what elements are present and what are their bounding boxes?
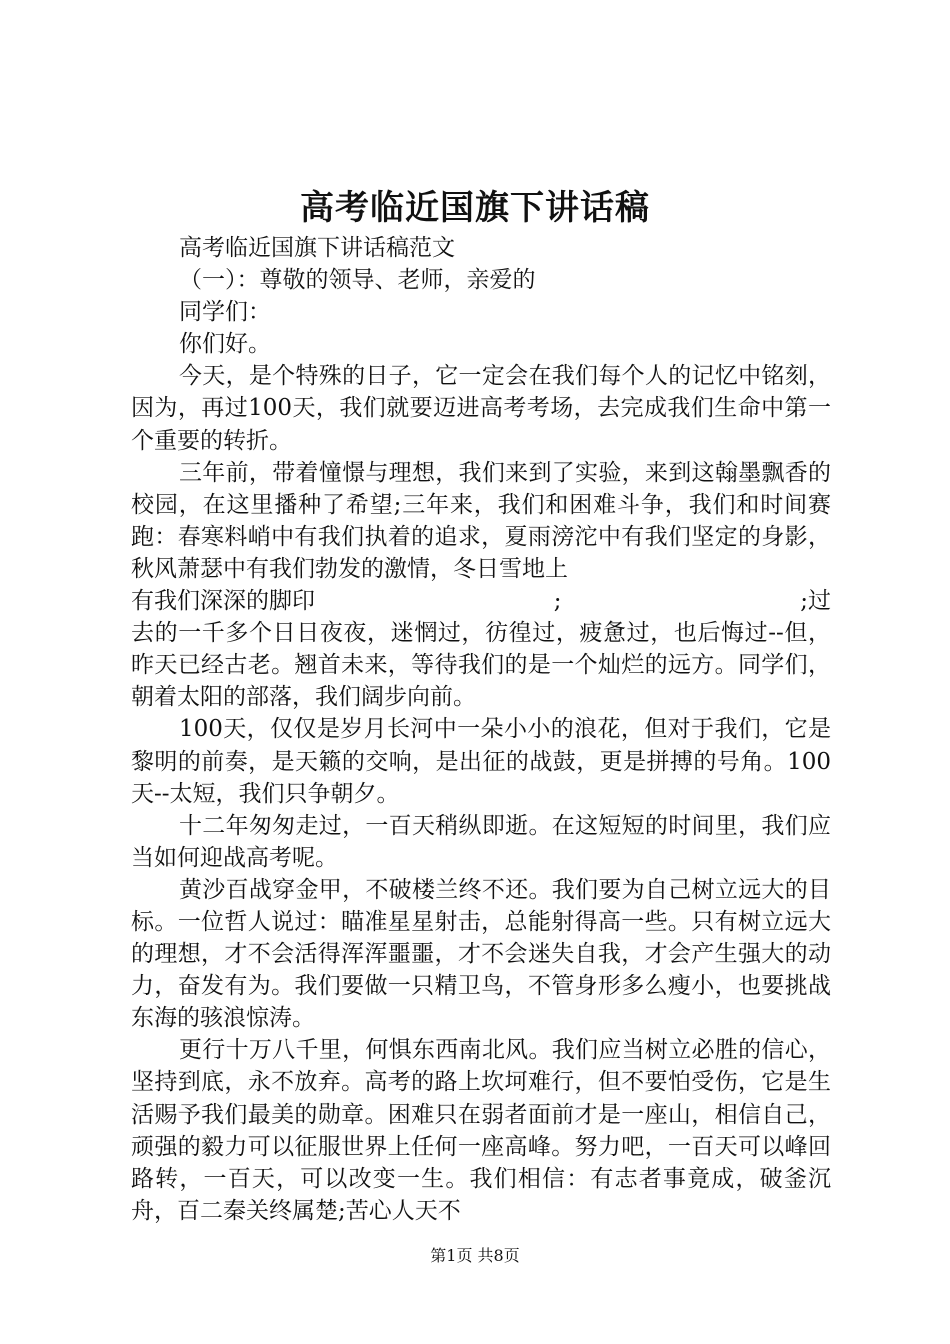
paragraph-confidence: 更行十万八千里，何惧东西南北风。我们应当树立必胜的信心，坚持到底，永不放弃。高考的路上坎坷难行，但不要怕受伤，它是生活赐予我们最美的勋章。困难只在弱者面前才是一座山，相信自己，顽强的毅力可以征服世界上任何一座高峰。努力吧，一百天可以峰回路转，一百天，可以改变一生。我们相信：有志者事竟成，破釜沉舟，百二秦关终属楚;苦心人天不 (131, 1037, 831, 1224)
paragraph-subtitle: 高考临近国旗下讲话稿范文 (179, 235, 455, 261)
paragraph-goal: 黄沙百战穿金甲，不破楼兰终不还。我们要为自己树立远大的目标。一位哲人说过：瞄准星星射击，总能射得高一些。只有树立远大的理想，才不会活得浑浑噩噩，才不会迷失自我，才会产生强大的动力，奋发有为。我们要做一只精卫鸟，不管身形多么瘦小，也要挑战东海的骇浪惊涛。 (131, 876, 831, 1032)
paragraph-footprint-line (131, 585, 831, 617)
paragraph-salutation-cont: 同学们： (179, 299, 271, 326)
paragraph-past-days: 去的一千多个日日夜夜，迷惘过，彷徨过，疲惫过，也后悔过--但，昨天已经古老。翘首未来，等待我们的是一个灿烂的远方。同学们，朝着太阳的部落，我们阔步向前。 (131, 620, 831, 711)
paragraph-twelve-years: 十二年匆匆走过，一百天稍纵即逝。在这短短的时间里，我们应当如何迎战高考呢。 (131, 812, 831, 871)
paragraph-greeting: 你们好。 (179, 331, 271, 358)
page-number-footer: 第1页 共8页 (430, 1246, 520, 1265)
paragraph-salutation: （一）：尊敬的领导、老师，亲爱的 (179, 267, 536, 294)
paragraph-three-years: 三年前，带着憧憬与理想，我们来到了实验，来到这翰墨飘香的校园，在这里播种了希望;三年来，我们和困难斗争，我们和时间赛跑：春寒料峭中有我们执着的追求，夏雨滂沱中有我们坚定的身影，秋风萧瑟中有我们勃发的激情，冬日雪地上 (131, 459, 831, 582)
paragraph-100-days: 100天，仅仅是岁月长河中一朵小小的浪花，但对于我们，它是黎明的前奏，是天籁的交响，是出征的战鼓，更是拼搏的号角。100天--太短，我们只争朝夕。 (131, 716, 831, 807)
document-title: 高考临近国旗下讲话稿 (300, 188, 650, 228)
footprint-tail: ;过 (800, 588, 831, 615)
document-body (131, 232, 831, 1227)
paragraph-today: 今天，是个特殊的日子，它一定会在我们每个人的记忆中铭刻，因为，再过100天，我们就要迈进高考考场，去完成我们生命中第一个重要的转折。 (131, 363, 831, 454)
footprint-text: 有我们深深的脚印 (131, 588, 315, 615)
footprint-semicolon: ; (553, 588, 562, 615)
